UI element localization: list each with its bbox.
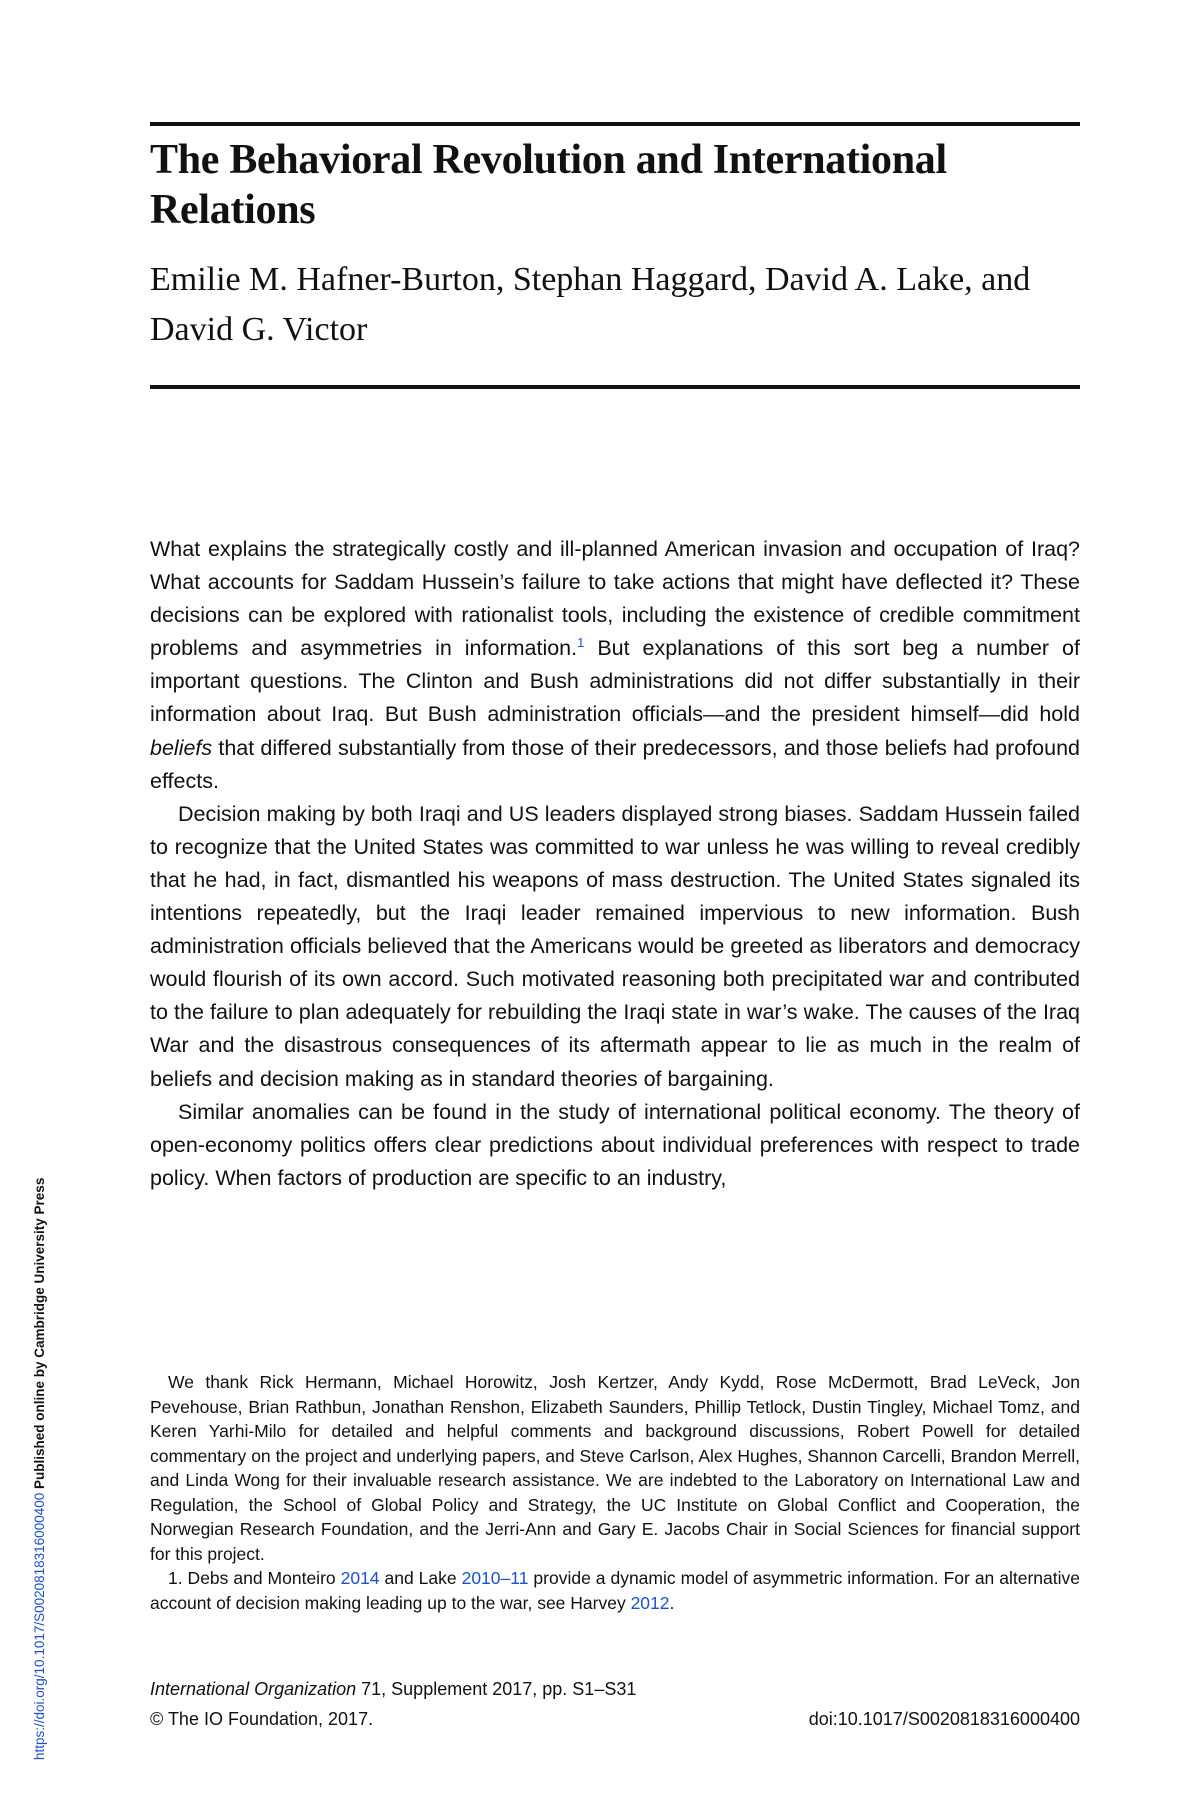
footnote-ref-1[interactable]: 1 <box>577 635 585 651</box>
paragraph-1-emphasis: beliefs <box>150 735 213 760</box>
footnote-1-text-d: . <box>669 1592 675 1613</box>
title-top-rule <box>150 122 1080 126</box>
side-doi-link[interactable]: https://doi.org/10.1017/S0020818316000400 <box>32 1492 47 1760</box>
title-bottom-rule <box>150 385 1080 389</box>
citation-link-lake[interactable]: 2010–11 <box>461 1568 529 1588</box>
journal-name: International Organization <box>150 1679 357 1699</box>
doi-label: doi:10.1017/S0020818316000400 <box>808 1709 1080 1729</box>
copyright-notice: © The IO Foundation, 2017. <box>150 1709 374 1729</box>
footnote-1-text-b: and Lake <box>379 1568 462 1588</box>
paragraph-1-text: What explains the strategically costly and ill-planned American invasion and occupation of Iraq? What accounts for Saddam Hussein’s failure to take actions that might have deflected it? These decisions can be explored with rationalist tools, including the existence of credible commitment problems and asymmetries in information. <box>150 537 1080 661</box>
footnotes <box>150 1370 1080 1615</box>
footnote-1-text-a: 1. Debs and Monteiro <box>168 1568 341 1588</box>
side-publisher: Cambridge University Press <box>32 1177 47 1358</box>
paragraph-1 <box>150 533 1080 798</box>
paragraph-1-text-c: that differed substantially from those of their predecessors, and those beliefs had profound effects. <box>150 735 1080 793</box>
article-title: The Behavioral Revolution and International Relations <box>150 137 947 233</box>
article-body <box>150 533 1080 1195</box>
copyright-row <box>150 1707 1080 1731</box>
citation-link-harvey[interactable]: 2012 <box>630 1592 670 1613</box>
paragraph-2: Decision making by both Iraqi and US leaders displayed strong biases. Saddam Hussein failed to recognize that the United States was committed to war unless he was willing to reveal credibly that he had, in fact, dismantled his weapons of mass destruction. The United States signaled its intentions repeatedly, but the Iraqi leader remained impervious to new information. Bush administration officials believed that the Americans would be greeted as liberators and democracy would flourish of its own accord. Such motivated reasoning both precipitated war and contributed to the failure to plan adequately for rebuilding the Iraqi state in war’s wake. The causes of the Iraq War and the disastrous consequences of its aftermath appear to lie as much in the realm of beliefs and decision making as in standard theories of bargaining. <box>150 801 1080 1091</box>
paragraph-1-text-b: But explanations of this sort beg a number of important questions. The Clinton and Bush administrations did not differ substantially in their information about Iraq. But Bush administration officials—and the president himself—did hold <box>150 636 1080 727</box>
journal-citation <box>150 1677 1080 1701</box>
citation-link-debs-monteiro[interactable]: 2014 <box>340 1568 380 1588</box>
footnote-1 <box>150 1566 1080 1615</box>
article-authors: Emilie M. Hafner-Burton, Stephan Haggard, David A. Lake, and David G. Victor <box>150 261 1031 348</box>
article-page <box>150 0 1080 1800</box>
side-published-text: Published online by <box>32 1357 47 1493</box>
side-publication-note <box>30 1040 50 1760</box>
paragraph-3: Similar anomalies can be found in the study of international political economy. The theory of open-economy politics offers clear predictions about individual preferences with respect to trade policy. When factors of production are specific to an industry, <box>150 1099 1080 1190</box>
acknowledgment-note: We thank Rick Hermann, Michael Horowitz, Josh Kertzer, Andy Kydd, Rose McDermott, Brad LeVeck, Jon Pevehouse, Brian Rathbun, Jonathan Renshon, Elizabeth Saunders, Phillip Tetlock, Dustin Tingley, Michael Tomz, and Keren Yarhi-Milo for detailed and helpful comments and background discussions, Robert Powell for detailed commentary on the project and underlying papers, and Steve Carlson, Alex Hughes, Shannon Carcelli, Brandon Merrell, and Linda Wong for their invaluable research assistance. We are indebted to the Laboratory on International Law and Regulation, the School of Global Policy and Strategy, the UC Institute on Global Conflict and Cooperation, the Norwegian Research Foundation, and the Jerri-Ann and Gary E. Jacobs Chair in Social Sciences for financial support for this project. <box>150 1372 1080 1564</box>
footnote-1-text-c: provide a dynamic model of asymmetric information. For an alternative account of decision making leading up to the war, see Harvey <box>150 1568 1080 1613</box>
journal-details: 71, Supplement 2017, pp. S1–S31 <box>356 1679 637 1699</box>
